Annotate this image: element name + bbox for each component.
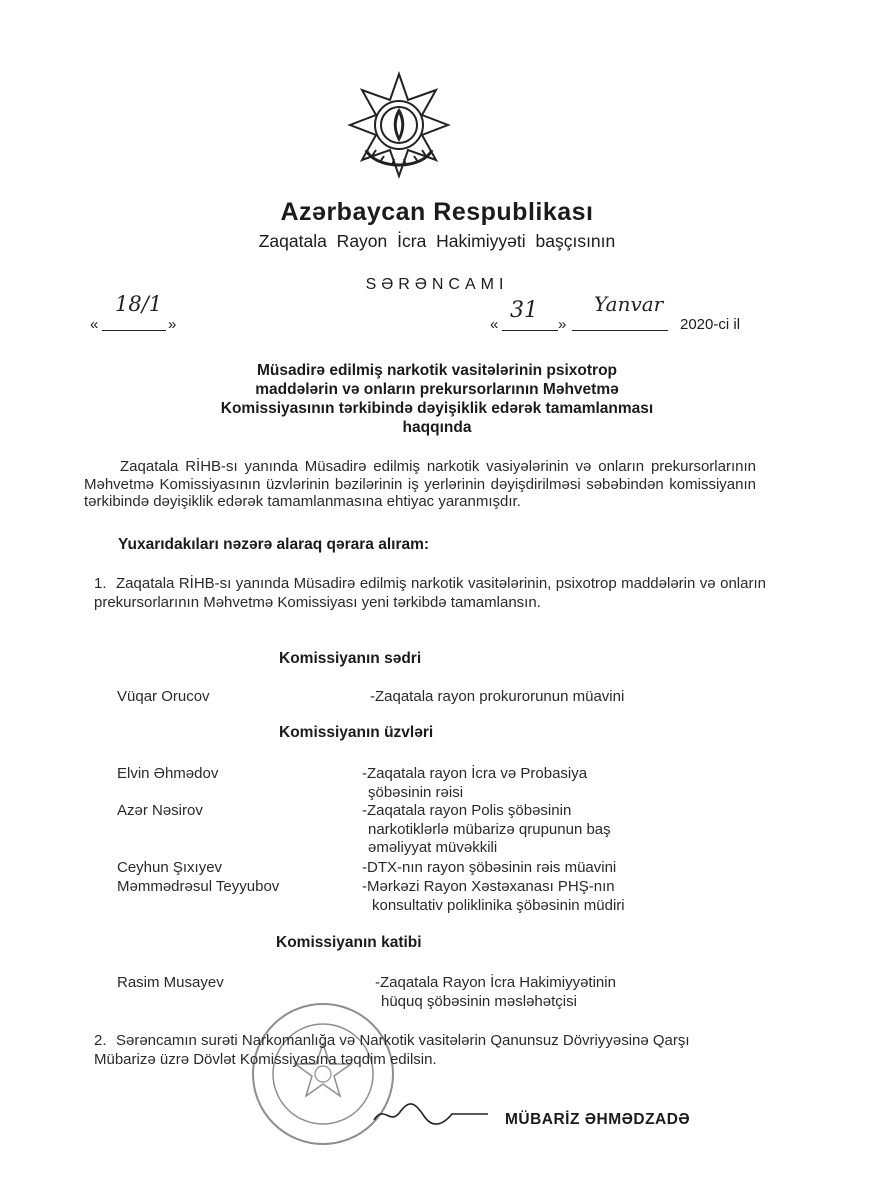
item-2 [94,1031,754,1069]
quote-open: « [90,316,99,333]
chair-name: Vüqar Orucov [117,688,210,705]
quote-close: » [558,316,567,333]
member-name: Ceyhun Şıxıyev [117,859,223,876]
member-name: Elvin Əhmədov [117,765,219,782]
secretary-heading: Komissiyanın katibi [276,934,422,951]
member-role [362,765,587,802]
signature-icon [372,1100,492,1130]
document-subject [0,361,874,437]
subject-text: Müsadirə edilmiş narkotik vasitələrinin psixotrop maddələrin və onların prekursorlarının Məhvetmə Komissiyasının tərkibində dəyişiklik edərək tamamlanması haqqında [220,362,654,436]
secretary-name: Rasim Musayev [117,974,224,991]
preamble-paragraph [84,458,756,511]
member-role [362,859,616,878]
role-line: -Mərkəzi Rayon Xəstəxanası PHŞ-nın [362,878,615,895]
underline [102,330,166,331]
role-line: -DTX-nın rayon şöbəsinin rəis müavini [362,859,617,876]
authority-subtitle: Zaqatala Rayon İcra Hakimiyyəti başçısının [258,231,616,251]
role-line: -Zaqatala rayon İcra və Probasiya [362,765,588,782]
member-name: Məmmədrəsul Teyyubov [117,878,280,895]
role-line: -Zaqatala rayon Polis şöbəsinin [362,802,572,819]
chair-role: -Zaqatala rayon prokurorunun müavini [370,688,625,705]
state-emblem-icon [346,70,452,180]
order-number-value: 18/1 [115,292,163,316]
quote-close: » [168,316,177,333]
role-line: əməliyyat müvəkkili [368,839,498,856]
document-type: SƏRƏNCAMI [365,276,509,293]
item-text: Sərəncamın surəti Narkomanlığa və Narkotik vasitələrin Qanunsuz Dövriyyəsinə Qarşı Mübarizə üzrə Dövlət Komissiyasına təqdim edilsin. [94,1032,690,1068]
role-line: konsultativ poliklinika şöbəsinin müdiri [372,896,625,914]
item-text: Zaqatala RİHB-sı yanında Müsadirə edilmiş narkotik vasitələrinin, psixotrop maddələrin və onların prekursorlarının Məhvetmə Komissiyası yeni tərkibdə tamamlansın. [94,575,766,611]
role-line: -Zaqatala Rayon İcra Hakimiyyətinin [375,974,616,991]
underline [572,330,668,331]
role-line: şöbəsinin rəisi [368,783,464,801]
signatory-name: MÜBARİZ ƏHMƏDZADƏ [505,1111,691,1128]
member-role [362,878,625,915]
item-number: 1. [94,575,107,592]
date-day: 31 [510,298,538,323]
date-year: 2020-ci il [680,316,741,333]
order-date [490,292,790,332]
date-month: Yanvar [594,292,664,316]
underline [502,330,558,331]
members-heading: Komissiyanın üzvləri [279,724,434,741]
chair-heading: Komissiyanın sədri [279,650,422,667]
quote-open: « [490,316,499,333]
preamble-text: Zaqatala RİHB-sı yanında Müsadirə edilmiş narkotik vasiyələrinin və onların prekursorlarının Məhvetmə Komissiyasının üzvlərinin bəzilərinin iş yerlərinin dəyişdirilməsi səbəbindən komissiyanın tərkibində dəyişiklik edərək tamamlanmasına ehtiyac yaranmışdır. [84,458,756,510]
order-number [90,292,190,332]
member-name: Azər Nəsirov [117,802,203,819]
item-number: 2. [94,1032,107,1049]
secretary-role [375,974,616,1011]
item-1 [94,574,766,612]
role-line: narkotiklərlə mübarizə qrupunun baş [368,820,611,838]
member-role [362,802,611,858]
role-line: hüquq şöbəsinin məsləhətçisi [381,992,577,1010]
decision-line: Yuxarıdakıları nəzərə alaraq qərara alıram: [118,536,430,553]
country-title: Azərbaycan Respublikası [280,198,594,226]
